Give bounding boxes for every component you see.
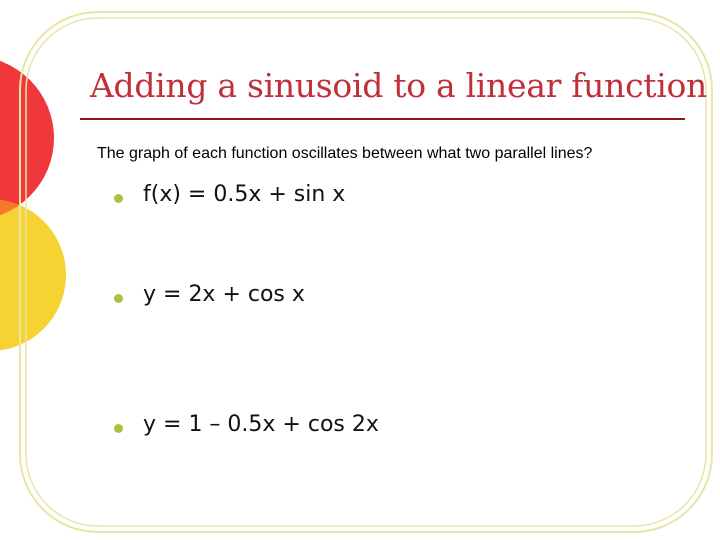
slide-question: The graph of each function oscillates between what two parallel lines? [97, 145, 593, 162]
bullet-dot-icon [114, 424, 123, 433]
bullet-text: y = 1 – 0.5x + cos 2x [143, 412, 379, 437]
title-underline [80, 118, 685, 120]
yellow-circle-decoration [0, 199, 66, 351]
bullet-text: f(x) = 0.5x + sin x [143, 182, 346, 207]
bullet-dot-icon [114, 294, 123, 303]
bullet-dot-icon [114, 194, 123, 203]
slide-title: Adding a sinusoid to a linear function [90, 66, 707, 105]
bullet-text: y = 2x + cos x [143, 282, 305, 307]
